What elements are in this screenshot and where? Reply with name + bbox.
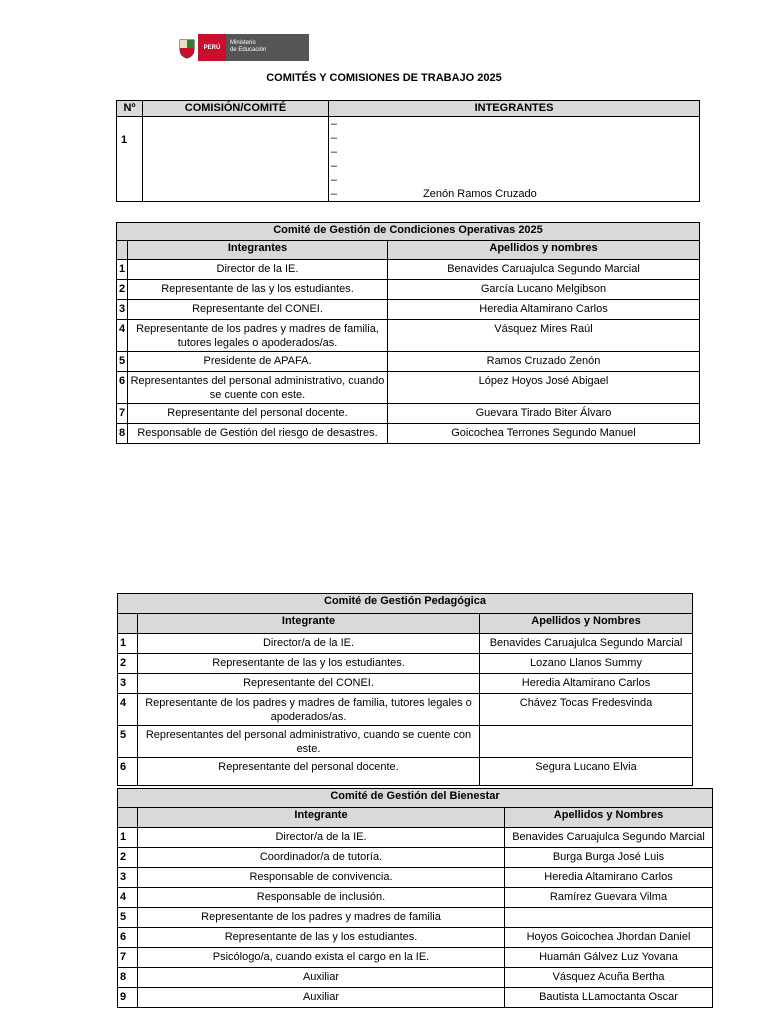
list-item: –	[331, 146, 338, 158]
member-role: Representante del CONEI.	[128, 300, 388, 320]
row-number: 7	[118, 948, 138, 968]
list-item: –	[331, 118, 338, 130]
member-name: Goicochea Terrones Segundo Manuel	[388, 424, 700, 444]
row-number: 1	[118, 634, 138, 654]
row-number: 8	[118, 968, 138, 988]
member-name	[505, 908, 713, 928]
table-row	[118, 634, 693, 654]
column-header-number	[118, 808, 138, 828]
commission-name	[143, 117, 329, 202]
member-role: Auxiliar	[138, 968, 505, 988]
list-item: –	[331, 132, 338, 144]
row-number: 3	[118, 868, 138, 888]
member-role: Auxiliar	[138, 988, 505, 1008]
member-name: Heredia Altamirano Carlos	[505, 868, 713, 888]
pedagogical-management-table	[117, 593, 693, 786]
row-number: 4	[118, 694, 138, 726]
member-name: Vásquez Acuña Bertha	[505, 968, 713, 988]
wellbeing-management-table	[117, 788, 713, 1008]
member-name	[480, 726, 693, 758]
list-item: –	[331, 174, 338, 186]
peru-label: PERÚ	[198, 34, 226, 61]
member-name: Heredia Altamirano Carlos	[480, 674, 693, 694]
row-number: 2	[117, 280, 128, 300]
table-row	[118, 758, 693, 786]
table-row	[118, 968, 713, 988]
column-header-names: Apellidos y Nombres	[480, 614, 693, 634]
row-number: 9	[118, 988, 138, 1008]
member-role: Representantes del personal administrativo, cuando se cuente con este.	[138, 726, 480, 758]
row-number: 5	[117, 352, 128, 372]
table-row	[117, 300, 700, 320]
table-row	[118, 888, 713, 908]
member-role: Representantes del personal administrativo, cuando se cuente con este.	[128, 372, 388, 404]
column-header-number: Nº	[117, 101, 143, 117]
list-item: –	[331, 160, 338, 172]
member-name: Benavides Caruajulca Segundo Marcial	[388, 260, 700, 280]
table-title: Comité de Gestión de Condiciones Operativas 2025	[117, 223, 700, 241]
column-header-number	[118, 614, 138, 634]
table-row	[118, 988, 713, 1008]
member-name: López Hoyos José Abigael	[388, 372, 700, 404]
row-number: 6	[117, 372, 128, 404]
member-name: Vásquez Mires Raúl	[388, 320, 700, 352]
table-row	[118, 928, 713, 948]
row-number: 3	[117, 300, 128, 320]
member-name: Benavides Caruajulca Segundo Marcial	[505, 828, 713, 848]
row-number: 5	[118, 908, 138, 928]
member-role: Responsable de inclusión.	[138, 888, 505, 908]
table-row	[118, 828, 713, 848]
row-number: 2	[118, 654, 138, 674]
row-number: 5	[118, 726, 138, 758]
member-name: Chávez Tocas Fredesvinda	[480, 694, 693, 726]
member-role: Responsable de convivencia.	[138, 868, 505, 888]
row-number: 6	[118, 758, 138, 786]
member-name: Ramos Cruzado Zenón	[388, 352, 700, 372]
table-title: Comité de Gestión Pedagógica	[118, 594, 693, 614]
member-role: Representante de los padres y madres de familia	[138, 908, 505, 928]
member-name: Huamán Gálvez Luz Yovana	[505, 948, 713, 968]
member-role: Representante del CONEI.	[138, 674, 480, 694]
column-header-commission: COMISIÓN/COMITÉ	[143, 101, 329, 117]
table-row	[118, 908, 713, 928]
member-role: Director/a de la IE.	[138, 828, 505, 848]
ministry-label: Ministerio de Educación	[226, 34, 309, 61]
member-role: Representante del personal docente.	[128, 404, 388, 424]
member-name: Ramírez Guevara Vilma	[505, 888, 713, 908]
column-header-names: Apellidos y Nombres	[505, 808, 713, 828]
list-item: – Zenón Ramos Cruzado	[331, 188, 537, 200]
row-number: 7	[117, 404, 128, 424]
member-role: Responsable de Gestión del riesgo de desastres.	[128, 424, 388, 444]
row-number: 3	[118, 674, 138, 694]
table-row	[118, 674, 693, 694]
member-role: Director de la IE.	[128, 260, 388, 280]
table-row	[117, 260, 700, 280]
member-name: Bautista LLamoctanta Oscar	[505, 988, 713, 1008]
table-row	[118, 654, 693, 674]
row-number: 1	[118, 828, 138, 848]
member-role: Presidente de APAFA.	[128, 352, 388, 372]
row-number: 6	[118, 928, 138, 948]
table-row	[118, 848, 713, 868]
table-row	[118, 694, 693, 726]
member-name: Hoyos Goicochea Jhordan Daniel	[505, 928, 713, 948]
member-role: Representante de las y los estudiantes.	[138, 654, 480, 674]
table-row	[118, 868, 713, 888]
member-role: Representante de los padres y madres de familia, tutores legales o apoderados/as.	[128, 320, 388, 352]
row-number: 4	[117, 320, 128, 352]
document-title: COMITÉS Y COMISIONES DE TRABAJO 2025	[266, 72, 502, 84]
operational-conditions-table	[116, 222, 700, 444]
table-row	[118, 948, 713, 968]
table-row	[117, 352, 700, 372]
member-role: Representante del personal docente.	[138, 758, 480, 786]
member-name: Benavides Caruajulca Segundo Marcial	[480, 634, 693, 654]
member-name: Zenón Ramos Cruzado	[423, 188, 537, 200]
column-header-member: Integrante	[138, 808, 505, 828]
table-title: Comité de Gestión del Bienestar	[118, 789, 713, 808]
column-header-number	[117, 241, 128, 260]
member-role: Representante de los padres y madres de familia, tutores legales o apoderados/as.	[138, 694, 480, 726]
column-header-names: Apellidos y nombres	[388, 241, 700, 260]
members-list	[329, 117, 700, 202]
member-name: Guevara Tirado Biter Álvaro	[388, 404, 700, 424]
row-number: 4	[118, 888, 138, 908]
table-row	[117, 424, 700, 444]
table-row	[117, 280, 700, 300]
table-row	[118, 726, 693, 758]
column-header-member: Integrante	[138, 614, 480, 634]
member-name: Lozano Llanos Summy	[480, 654, 693, 674]
table-row	[117, 320, 700, 352]
member-role: Coordinador/a de tutoría.	[138, 848, 505, 868]
commissions-table	[116, 100, 700, 202]
member-name: Burga Burga José Luis	[505, 848, 713, 868]
table-row	[117, 372, 700, 404]
member-name: García Lucano Melgibson	[388, 280, 700, 300]
member-role: Psicólogo/a, cuando exista el cargo en la IE.	[138, 948, 505, 968]
member-role: Representante de las y los estudiantes.	[138, 928, 505, 948]
member-role: Director/a de la IE.	[138, 634, 480, 654]
column-header-members: INTEGRANTES	[329, 101, 700, 117]
row-number: 1	[117, 260, 128, 280]
column-header-members: Integrantes	[128, 241, 388, 260]
row-number: 1	[117, 117, 143, 202]
ministry-logo	[176, 34, 309, 61]
row-number: 8	[117, 424, 128, 444]
table-row	[117, 404, 700, 424]
member-name: Heredia Altamirano Carlos	[388, 300, 700, 320]
row-number: 2	[118, 848, 138, 868]
member-name: Segura Lucano Elvia	[480, 758, 693, 786]
member-role: Representante de las y los estudiantes.	[128, 280, 388, 300]
coat-of-arms-icon	[176, 34, 198, 61]
